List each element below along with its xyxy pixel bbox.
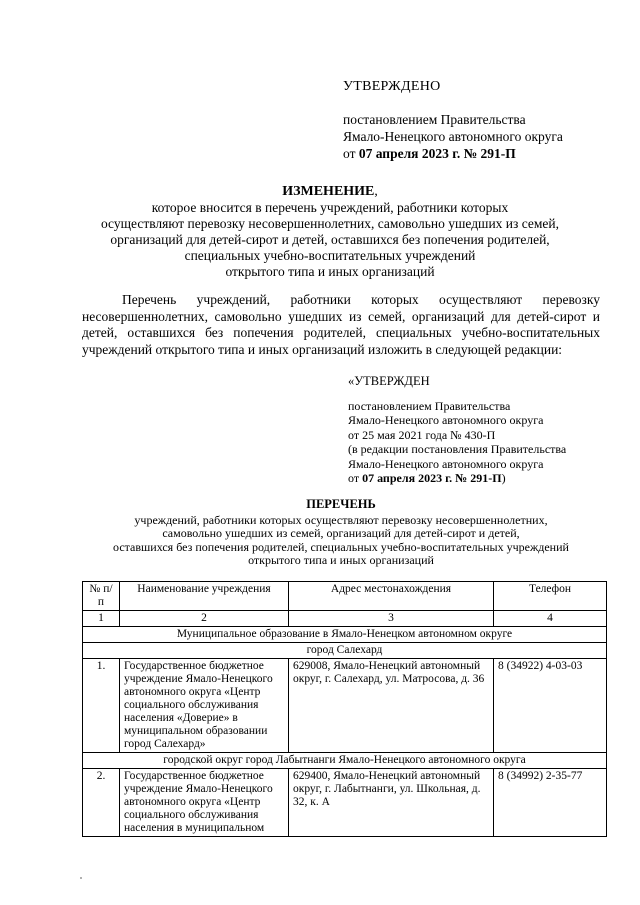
header-number: № п/п [83,582,120,611]
row-phone: 8 (34992) 2-35-77 [494,769,607,837]
table-row [83,659,607,753]
row-number: 2. [83,769,120,837]
scan-speck [80,877,82,879]
change-title-line: осуществляют перевозку несовершеннолетних, самовольно ушедших из семей, [100,216,560,231]
header-name: Наименование учреждения [120,582,289,611]
approval2-line: (в редакции постановления Правительства [348,442,567,456]
header-address: Адрес местонахождения [289,582,494,611]
approval-line: постановлением Правительства [343,112,526,127]
list-title: ПЕРЕЧЕНЬ [306,497,376,511]
list-title-line: учреждений, работники которых осуществляют перевозку несовершеннолетних, [134,512,548,527]
row-address: 629400, Ямало-Ненецкий автономный округ, г. Лабытнанги, ул. Школьная, д. 32, к. А [289,769,494,837]
table-header-row [83,582,607,611]
approval-date-value: 07 апреля 2023 г. № 291-П [358,146,516,161]
group-title: город Салехард [83,643,607,659]
group-title: городской округ город Лабытнанги Ямало-Ненецкого автономного округа [83,753,607,769]
approval-block [343,78,633,162]
table-row [83,769,607,837]
approval2-line: от 25 мая 2021 года № 430-П [348,427,496,442]
group-row [83,643,607,659]
header-phone: Телефон [494,582,607,611]
row-phone: 8 (34922) 4-03-03 [494,659,607,753]
change-title-line: открытого типа и иных организаций [225,264,435,279]
change-title: ИЗМЕНЕНИЕ [282,184,375,199]
approval-heading: УТВЕРЖДЕНО [343,79,441,94]
list-title-line: оставшихся без попечения родителей, специальных учебно-воспитательных учреждений [113,539,569,554]
section-row [83,627,607,643]
change-title-line: которое вносится в перечень учреждений, работники которых [151,200,509,215]
institutions-table [82,581,607,837]
table-column-numbers: 1 2 3 4 [83,611,607,627]
row-institution: Государственное бюджетное учреждение Ямало-Ненецкого автономного округа «Центр социального обслуживания населения «Доверие» в муниципальном образовании город Салехард» [120,659,289,753]
approval2-block [348,374,618,486]
approval-date: от 07 апреля 2023 г. № 291-П [343,146,516,161]
body-paragraph: Перечень учреждений, работники которых осуществляют перевозку несовершеннолетних, самовольно ушедших из семей, организаций для детей-сирот и детей, оставшихся без попечения родителей, специальных учебно-воспитательных учреждений открытого типа и иных организаций изложить в следующей редакции: [82,292,600,357]
section-title: Муниципальное образование в Ямало-Ненецком автономном округе [83,627,607,643]
row-institution: Государственное бюджетное учреждение Ямало-Ненецкого автономного округа «Центр социального обслуживания населения в муниципальном [120,769,289,837]
change-title-block: ИЗМЕНЕНИЕ, которое вносится в перечень учреждений, работники которых осуществляют перевозку несовершеннолетних, самовольно ушедших из семей, организаций для детей-сирот и детей, оставшихся без попечения родителей, специальных учебно-воспитательных учреждений открытого типа и иных организаций [70,183,590,280]
approval-line: Ямало-Ненецкого автономного округа [343,129,563,144]
approval2-line: Ямало-Ненецкого автономного округа [348,456,544,471]
approval2-line: постановлением Правительства [348,398,511,413]
approval2-heading: «УТВЕРЖДЕН [348,374,430,388]
group-row [83,753,607,769]
list-title-line: открытого типа и иных организаций [248,553,434,567]
change-title-line: организаций для детей-сирот и детей, оставшихся без попечения родителей, [110,232,550,247]
list-title-block [82,498,600,568]
change-title-line: специальных учебно-воспитательных учреждений [184,248,476,263]
list-title-line: самовольно ушедших из семей, организаций для детей-сирот и детей, [162,526,520,540]
approval2-date: от 07 апреля 2023 г. № 291-П) [348,471,506,485]
row-address: 629008, Ямало-Ненецкий автономный округ, г. Салехард, ул. Матросова, д. 36 [289,659,494,753]
row-number: 1. [83,659,120,753]
approval2-line: Ямало-Ненецкого автономного округа [348,413,544,427]
